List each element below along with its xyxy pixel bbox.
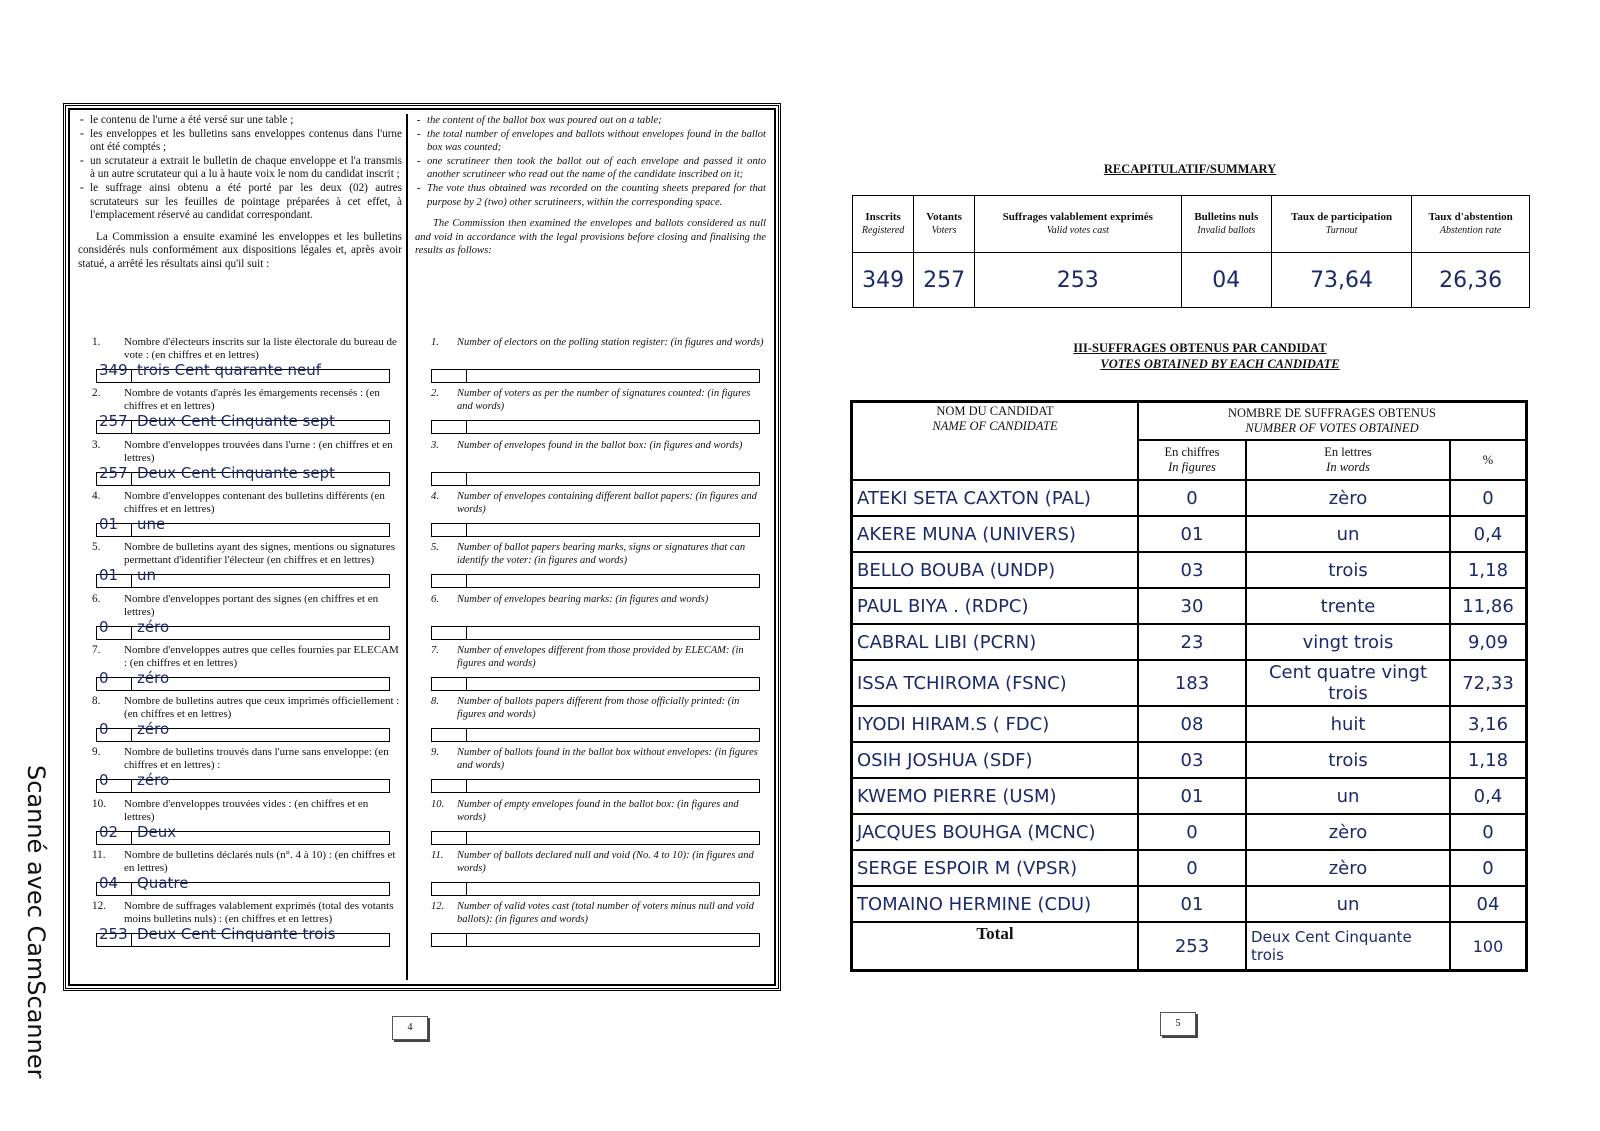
summary-header-en: Registered — [861, 225, 905, 236]
answer-separator — [466, 883, 467, 895]
summary-header-en: Voters — [931, 225, 957, 236]
item-number: 9. — [431, 747, 439, 759]
candidate-name: AKERE MUNA (UNIVERS) — [852, 516, 1139, 552]
candidate-row — [852, 624, 1527, 660]
item-answer-box — [96, 463, 390, 486]
candidate-percent: 11,86 — [1450, 588, 1527, 624]
item-number: 1. — [92, 336, 101, 348]
item-label: Nombre de votants d'après les émargements recensés : (en chiffres et en lettres) — [124, 387, 380, 413]
candidate-percent: 9,09 — [1450, 624, 1527, 660]
answer-separator — [466, 832, 467, 844]
item-label: Number of envelopes different from those provided by ELECAM: (in figures and words) — [457, 644, 744, 669]
candidates-body — [852, 480, 1527, 922]
handwritten-words: Deux Cent Cinquante sept — [137, 463, 335, 482]
handwritten-figures: 257 — [99, 463, 128, 482]
page-number-right: 5 — [1160, 1012, 1196, 1036]
handwritten-words: Deux Cent Cinquante trois — [137, 925, 336, 944]
item-label: Number of envelopes bearing marks: (in figures and words) — [457, 593, 709, 605]
candidate-percent: 0,4 — [1450, 778, 1527, 814]
candidate-words: un — [1246, 886, 1450, 922]
summary-title: RECAPITULATIF/SUMMARY — [1103, 162, 1277, 176]
item-label: Nombre d'enveloppes contenant des bulletins différents (en chiffres et en lettres) — [124, 489, 385, 515]
summary-header-fr: Votants — [926, 211, 962, 223]
item-label: Nombre de bulletins trouvés dans l'urne sans enveloppe: (en chiffres et en lettres) : — [124, 746, 389, 772]
answer-separator — [131, 627, 132, 639]
answer-separator — [466, 729, 467, 741]
item-number: 9. — [92, 746, 101, 759]
answer-separator — [131, 421, 132, 433]
candidate-row — [852, 552, 1527, 588]
item-answer-box — [96, 617, 390, 640]
candidate-figures: 01 — [1138, 886, 1246, 922]
item-number: 2. — [431, 388, 439, 400]
item-number: 5. — [431, 542, 439, 554]
french-column — [74, 114, 408, 980]
item-label: Number of envelopes found in the ballot box: (in figures and words) — [457, 439, 743, 451]
summary-header-en: Invalid ballots — [1197, 225, 1256, 236]
procedure-step: - le suffrage ainsi obtenu a été porté par les deux (02) autres scrutateurs sur les feuilles de pointage préparées à cet effet, à l'emplacement réservé au candidat correspondant. — [78, 182, 402, 223]
item-answer-box — [431, 728, 760, 742]
candidate-row — [852, 850, 1527, 886]
candidate-row — [852, 886, 1527, 922]
candidate-figures: 0 — [1138, 814, 1246, 850]
candidate-percent: 0,4 — [1450, 516, 1527, 552]
candidate-percent: 72,33 — [1450, 660, 1527, 706]
handwritten-figures: 257 — [99, 412, 128, 431]
header-votes-en: NUMBER OF VOTES OBTAINED — [1245, 421, 1419, 435]
section-title-fr: III-SUFFRAGES OBTENUS PAR CANDIDAT — [1073, 341, 1327, 355]
candidate-figures: 01 — [1138, 516, 1246, 552]
answer-separator — [131, 473, 132, 485]
english-column — [411, 114, 770, 980]
summary-header-en: Abstention rate — [1439, 225, 1502, 236]
answer-separator — [466, 934, 467, 946]
candidate-percent: 3,16 — [1450, 706, 1527, 742]
handwritten-words: zéro — [137, 720, 170, 739]
procedure-step: - the content of the ballot box was poured out on a table; — [415, 114, 766, 128]
item-number: 7. — [92, 643, 101, 656]
candidate-figures: 03 — [1138, 552, 1246, 588]
candidate-row — [852, 516, 1527, 552]
item-answer-box — [96, 925, 390, 947]
candidate-figures: 03 — [1138, 742, 1246, 778]
summary-header-fr: Taux d'abstention — [1428, 211, 1513, 223]
item-label: Nombre d'enveloppes autres que celles fournies par ELECAM : (en chiffres et en lettres) — [124, 643, 399, 669]
candidate-words: trois — [1246, 552, 1450, 588]
candidates-table — [850, 400, 1528, 972]
candidate-name: JACQUES BOUHGA (MCNC) — [852, 814, 1139, 850]
item-answer-box — [431, 523, 760, 537]
item-label: Nombre de bulletins ayant des signes, mentions ou signatures permettant d'identifier l'électeur (en chiffres et en lettres) — [124, 541, 395, 567]
item-number: 8. — [92, 695, 101, 708]
handwritten-words: zéro — [137, 771, 170, 790]
item-label: Number of ballot papers bearing marks, signs or signatures that can identify the voter: (in figures and words) — [457, 542, 746, 567]
item-answer-box — [96, 720, 390, 742]
procedure-step: - one scrutineer then took the ballot out of each envelope and passed it onto another scrutineer who read out the name of the candidate inscribed on it; — [415, 155, 766, 182]
header-words — [1246, 440, 1450, 480]
item-answer-box — [431, 677, 760, 691]
answer-separator — [131, 370, 132, 382]
summary-header-fr: Taux de participation — [1291, 211, 1393, 223]
item-number: 6. — [92, 592, 101, 605]
summary-header-row — [853, 196, 1530, 253]
item-label: Number of ballots papers different from those officially printed: (in figures and words) — [457, 696, 740, 721]
summary-header-cell — [1181, 196, 1271, 253]
header-name-en: NAME OF CANDIDATE — [932, 419, 1058, 433]
total-words: Deux Cent Cinquante trois — [1246, 922, 1450, 971]
summary-value: 257 — [914, 253, 975, 308]
summary-value: 349 — [853, 253, 914, 308]
camscanner-watermark: Scanné avec CamScanner — [22, 765, 50, 1079]
handwritten-figures: 349 — [99, 361, 128, 379]
summary-header-fr: Inscrits — [865, 211, 901, 223]
candidate-figures: 30 — [1138, 588, 1246, 624]
handwritten-words: Deux Cent Cinquante sept — [137, 412, 335, 431]
item-label: Number of voters as per the number of signatures counted: (in figures and words) — [457, 388, 751, 413]
header-figures-fr: En chiffres — [1164, 445, 1220, 459]
total-percent: 100 — [1450, 922, 1527, 971]
summary-header-en: Turnout — [1325, 225, 1358, 236]
candidate-percent: 0 — [1450, 850, 1527, 886]
candidate-words: zèro — [1246, 850, 1450, 886]
item-label: Nombre de bulletins déclarés nuls (n°. 4 à 10) : (en chiffres et en lettres) — [124, 849, 396, 874]
summary-header-cell — [853, 196, 914, 253]
answer-separator — [131, 678, 132, 690]
item-label: Nombre d'enveloppes trouvées vides : (en chiffres et en lettres) — [124, 797, 369, 823]
summary-value: 73,64 — [1271, 253, 1411, 308]
item-label: Nombre d'enveloppes trouvées dans l'urne : (en chiffres et en lettres) — [124, 438, 393, 464]
candidate-words: un — [1246, 778, 1450, 814]
item-number: 11. — [92, 849, 106, 861]
procedure-step: - un scrutateur a extrait le bulletin de chaque enveloppe et l'a transmis à un autre scrutateur qui a lu à haute voix le nom du candidat inscrit ; — [78, 155, 402, 182]
item-number: 10. — [431, 798, 445, 810]
summary-value: 04 — [1181, 253, 1271, 308]
candidate-words: trente — [1246, 588, 1450, 624]
summary-value-row — [853, 253, 1530, 308]
summary-value: 253 — [974, 253, 1181, 308]
candidate-words: vingt trois — [1246, 624, 1450, 660]
item-answer-box — [96, 566, 390, 588]
header-figures — [1138, 440, 1246, 480]
item-answer-box — [96, 822, 390, 845]
item-answer-box — [431, 831, 760, 845]
answer-separator — [131, 729, 132, 741]
answer-separator — [466, 370, 467, 382]
candidate-words: trois — [1246, 742, 1450, 778]
answer-separator — [131, 575, 132, 587]
candidate-name: ATEKI SETA CAXTON (PAL) — [852, 480, 1139, 516]
item-answer-box — [431, 626, 760, 640]
item-answer-box — [96, 361, 390, 383]
answer-separator — [131, 883, 132, 895]
candidate-figures: 183 — [1138, 660, 1246, 706]
header-votes-fr: NOMBRE DE SUFFRAGES OBTENUS — [1227, 406, 1437, 420]
summary-header-en: Valid votes cast — [1046, 225, 1109, 236]
item-label: Number of ballots declared null and void (No. 4 to 10): (in figures and words) — [457, 850, 754, 874]
candidate-percent: 1,18 — [1450, 742, 1527, 778]
item-answer-box — [96, 668, 390, 691]
answer-separator — [466, 473, 467, 485]
total-label: Total — [852, 922, 1139, 971]
candidate-percent: 04 — [1450, 886, 1527, 922]
total-figures: 253 — [1138, 922, 1246, 971]
candidate-name: TOMAINO HERMINE (CDU) — [852, 886, 1139, 922]
answer-separator — [131, 524, 132, 536]
summary-value: 26,36 — [1412, 253, 1530, 308]
candidate-name: ISSA TCHIROMA (FSNC) — [852, 660, 1139, 706]
item-label: Number of empty envelopes found in the ballot box: (in figures and words) — [457, 798, 739, 823]
handwritten-figures: 253 — [99, 925, 128, 944]
handwritten-words: une — [137, 514, 166, 533]
handwritten-figures: 01 — [99, 566, 119, 585]
header-words-en: In words — [1326, 460, 1370, 474]
candidate-words: zèro — [1246, 814, 1450, 850]
candidate-figures: 0 — [1138, 850, 1246, 886]
handwritten-figures: 0 — [99, 720, 109, 739]
item-answer-box — [431, 882, 760, 896]
item-number: 5. — [92, 541, 101, 554]
summary-header-cell — [914, 196, 975, 253]
item-answer-box — [96, 771, 390, 793]
procedure-step: - the total number of envelopes and ballots without envelopes found in the ballot box was counted; — [415, 128, 766, 155]
total-row — [852, 922, 1527, 971]
header-figures-en: In figures — [1168, 460, 1216, 474]
answer-separator — [466, 780, 467, 792]
summary-header-cell — [974, 196, 1181, 253]
item-number: 11. — [431, 850, 444, 861]
item-label: Nombre d'enveloppes portant des signes (en chiffres et en lettres) — [124, 592, 379, 618]
item-label: Number of valid votes cast (total number of voters minus null and void ballots): (in figures and words) — [457, 901, 754, 926]
item-number: 10. — [92, 797, 106, 810]
summary-header-fr: Suffrages valablement exprimés — [1002, 211, 1153, 223]
item-number: 1. — [431, 337, 439, 348]
candidate-name: IYODI HIRAM.S ( FDC) — [852, 706, 1139, 742]
item-number: 4. — [431, 490, 439, 502]
header-words-fr: En lettres — [1324, 445, 1372, 459]
item-answer-box — [431, 933, 760, 947]
candidate-percent: 0 — [1450, 814, 1527, 850]
header-percent: % — [1450, 440, 1527, 480]
item-answer-box — [431, 369, 760, 383]
procedure-step: - le contenu de l'urne a été versé sur une table ; — [78, 114, 402, 128]
item-answer-box — [431, 472, 760, 486]
left-page — [63, 103, 781, 991]
item-label: Number of envelopes containing different ballot papers: (in figures and words) — [457, 490, 757, 515]
handwritten-words: Quatre — [137, 874, 189, 892]
handwritten-figures: 0 — [99, 771, 109, 790]
summary-header-cell — [1412, 196, 1530, 253]
handwritten-figures: 01 — [99, 514, 119, 533]
answer-separator — [131, 934, 132, 946]
section-title-en: VOTES OBTAINED BY EACH CANDIDATE — [1100, 357, 1340, 371]
item-number: 12. — [92, 900, 106, 913]
summary-header-fr: Bulletins nuls — [1194, 211, 1259, 223]
item-number: 8. — [431, 696, 439, 708]
candidate-row — [852, 660, 1527, 706]
answer-separator — [466, 678, 467, 690]
french-intro: La Commission a ensuite examiné les enveloppes et les bulletins considérés nuls conformément aux dispositions légales et, après avoir statué, a arrêté les résultats ainsi qu'il suit : — [78, 230, 402, 270]
candidate-name: KWEMO PIERRE (USM) — [852, 778, 1139, 814]
item-answer-box — [431, 420, 760, 434]
handwritten-words: trois Cent quarante neuf — [137, 361, 321, 379]
item-label: Nombre d'électeurs inscrits sur la liste électorale du bureau de vote : (en chiffres et en lettres) — [124, 336, 397, 361]
candidate-name: BELLO BOUBA (UNDP) — [852, 552, 1139, 588]
candidate-percent: 0 — [1450, 480, 1527, 516]
candidate-figures: 08 — [1138, 706, 1246, 742]
handwritten-figures: 04 — [99, 874, 119, 892]
answer-separator — [466, 421, 467, 433]
candidate-figures: 23 — [1138, 624, 1246, 660]
candidate-words: zèro — [1246, 480, 1450, 516]
handwritten-figures: 0 — [99, 617, 109, 636]
candidate-words: huit — [1246, 706, 1450, 742]
candidate-figures: 0 — [1138, 480, 1246, 516]
candidate-figures: 01 — [1138, 778, 1246, 814]
item-number: 7. — [431, 644, 439, 656]
item-label: Number of electors on the polling station register: (in figures and words) — [457, 337, 764, 348]
handwritten-words: un — [137, 566, 157, 585]
candidate-row — [852, 814, 1527, 850]
answer-separator — [131, 780, 132, 792]
candidate-words: un — [1246, 516, 1450, 552]
candidate-words: Cent quatre vingt trois — [1246, 660, 1450, 706]
candidate-row — [852, 480, 1527, 516]
item-answer-box — [96, 412, 390, 434]
item-number: 6. — [431, 593, 439, 605]
header-candidate-name — [852, 402, 1139, 481]
summary-table — [852, 195, 1530, 308]
handwritten-figures: 0 — [99, 668, 109, 687]
candidate-row — [852, 706, 1527, 742]
english-procedure-list — [411, 114, 770, 209]
header-votes — [1138, 402, 1527, 441]
item-number: 2. — [92, 387, 101, 400]
candidate-row — [852, 588, 1527, 624]
answer-separator — [466, 627, 467, 639]
candidate-name: PAUL BIYA . (RDPC) — [852, 588, 1139, 624]
candidate-name: OSIH JOSHUA (SDF) — [852, 742, 1139, 778]
handwritten-words: zéro — [137, 617, 170, 636]
french-procedure-list — [74, 114, 406, 223]
answer-separator — [466, 524, 467, 536]
candidate-row — [852, 742, 1527, 778]
candidate-name: SERGE ESPOIR M (VPSR) — [852, 850, 1139, 886]
item-answer-box — [431, 779, 760, 793]
handwritten-figures: 02 — [99, 822, 119, 841]
procedure-step: - The vote thus obtained was recorded on the counting sheets prepared for that purpose by 2 (two) other scrutineers, within the corresponding space. — [415, 182, 766, 209]
procedure-step: - les enveloppes et les bulletins sans enveloppes contenus dans l'urne ont été comptés ; — [78, 128, 402, 155]
summary-header-cell — [1271, 196, 1411, 253]
candidate-name: CABRAL LIBI (PCRN) — [852, 624, 1139, 660]
handwritten-words: Deux — [137, 822, 177, 841]
item-answer-box — [96, 874, 390, 896]
item-label: Number of ballots found in the ballot box without envelopes: (in figures and words) — [457, 747, 758, 772]
answer-separator — [466, 575, 467, 587]
candidate-percent: 1,18 — [1450, 552, 1527, 588]
candidates-header-row — [852, 402, 1527, 441]
item-answer-box — [96, 514, 390, 537]
english-intro: The Commission then examined the envelopes and ballots considered as null and void in accordance with the legal provisions before closing and finalising the results as follows: — [415, 218, 766, 257]
item-number: 12. — [431, 901, 445, 913]
item-number: 3. — [92, 438, 101, 451]
handwritten-words: zéro — [137, 668, 170, 687]
item-number: 3. — [431, 439, 439, 451]
item-number: 4. — [92, 489, 101, 502]
item-label: Nombre de bulletins autres que ceux imprimés officiellement : (en chiffres et en lettres) — [124, 695, 400, 721]
item-answer-box — [431, 574, 760, 588]
candidate-row — [852, 778, 1527, 814]
header-name-fr: NOM DU CANDIDAT — [936, 404, 1054, 418]
page-number-left: 4 — [392, 1016, 428, 1040]
item-label: Nombre de suffrages valablement exprimés (total des votants moins bulletins nuls) : (en chiffres et en lettres) — [124, 900, 394, 926]
answer-separator — [131, 832, 132, 844]
